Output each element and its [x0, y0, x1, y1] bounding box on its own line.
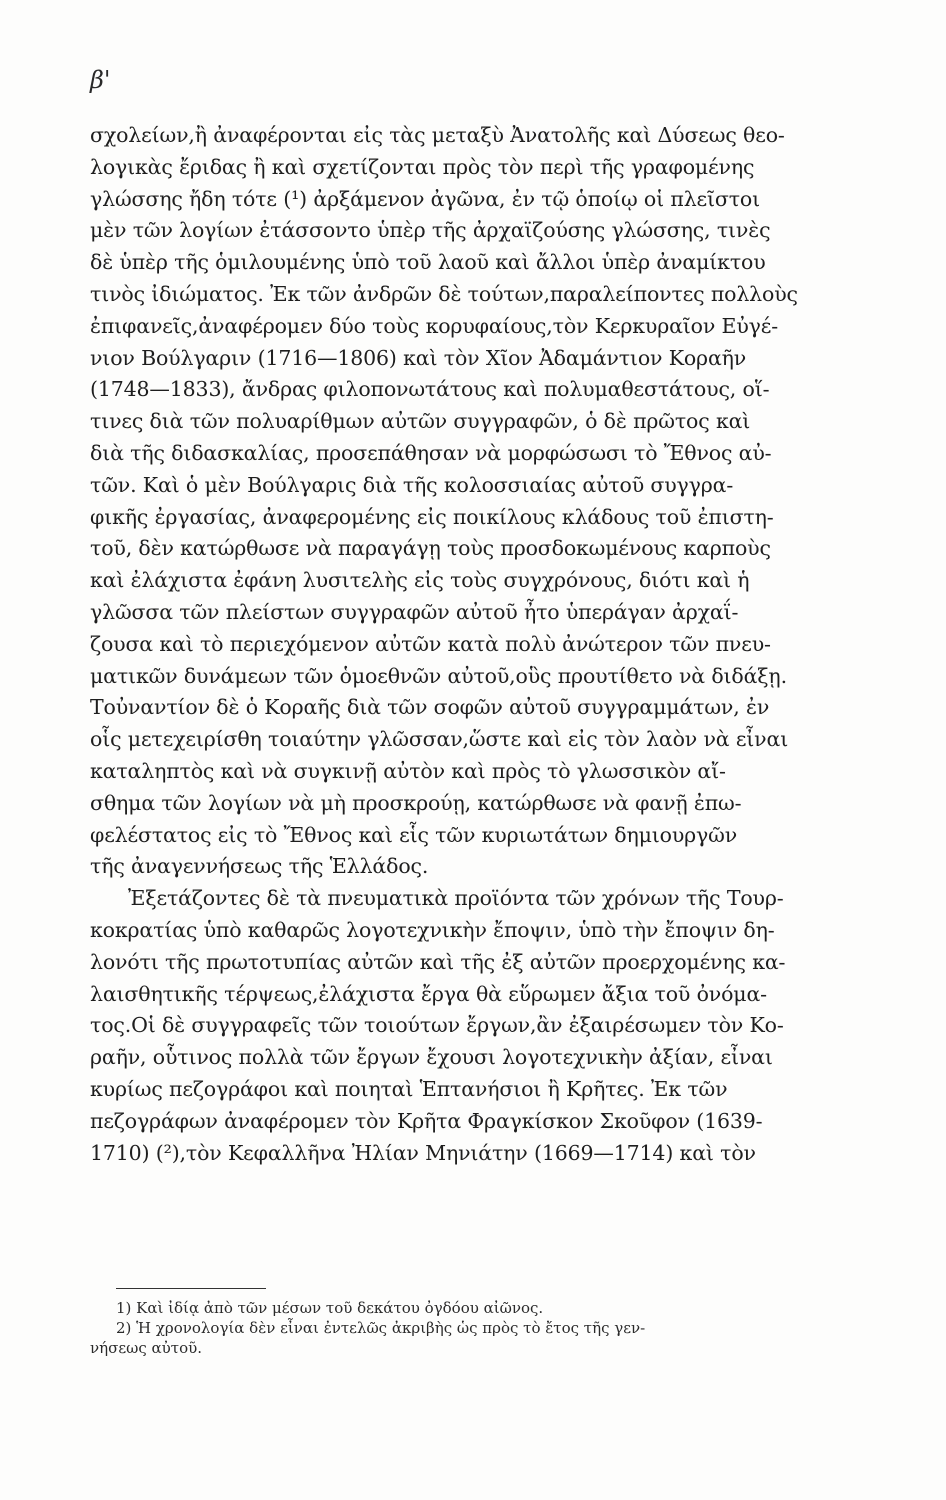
text-line: Τοὐναντίον δὲ ὁ Κοραῆς διὰ τῶν σοφῶν αὐτοῦ συγγραμμάτων, ἐν [90, 695, 770, 720]
text-line: μὲν τῶν λογίων ἐτάσσοντο ὑπὲρ τῆς ἀρχαϊζούσης γλώσσης, τινὲς [90, 218, 771, 243]
text-line: δὲ ὑπὲρ τῆς ὁμιλουμένης ὑπὸ τοῦ λαοῦ καὶ ἄλλοι ὑπὲρ ἀναμίκτου [90, 250, 766, 275]
text-line: ἐπιφανεῖς,ἀναφέρομεν δύο τοὺς κορυφαίους,τὸν Κερκυραῖον Εὐγέ- [90, 313, 779, 338]
text-line: λογικὰς ἔριδας ἢ καὶ σχετίζονται πρὸς τὸν περὶ τῆς γραφομένης [90, 154, 755, 179]
text-line: ραῆν, οὗτινος πολλὰ τῶν ἔργων ἔχουσι λογοτεχνικὴν ἀξίαν, εἶναι [90, 1045, 773, 1070]
text-line: πεζογράφων ἀναφέρομεν τὸν Κρῆτα Φραγκίσκον Σκοῦφον (1639- [90, 1108, 763, 1133]
text-line: (1748—1833), ἄνδρας φιλοπονωτάτους καὶ πολυμαθεστάτους, οἵ- [90, 377, 770, 402]
text-line: διὰ τῆς διδασκαλίας, προσεπάθησαν νὰ μορφώσωσι τὸ Ἔθνος αὐ- [90, 440, 772, 465]
footnote-2-continuation: νήσεως αὐτοῦ. [90, 1339, 202, 1357]
text-line: φικῆς ἐργασίας, ἀναφερομένης εἰς ποικίλους κλάδους τοῦ ἐπιστη- [90, 504, 774, 529]
text-line: λαισθητικῆς τέρψεως,ἐλάχιστα ἔργα θὰ εὕρωμεν ἄξια τοῦ ὀνόμα- [90, 981, 767, 1006]
text-line: σχολείων,ἢ ἀναφέρονται εἰς τὰς μεταξὺ Ἀνατολῆς καὶ Δύσεως θεο- [90, 123, 785, 147]
text-line: οἷς μετεχειρίσθη τοιαύτην γλῶσσαν,ὥστε καὶ εἰς τὸν λαὸν νὰ εἶναι [90, 727, 789, 752]
text-line: κυρίως πεζογράφοι καὶ ποιηταὶ Ἑπτανήσιοι ἢ Κρῆτες. Ἐκ τῶν [90, 1076, 728, 1101]
paragraph-start-line: Ἐξετάζοντες δὲ τὰ πνευματικὰ προϊόντα τῶν χρόνων τῆς Τουρ- [128, 886, 784, 911]
text-line: καὶ ἐλάχιστα ἐφάνη λυσιτελὴς εἰς τοὺς συγχρόνους, διότι καὶ ἡ [90, 568, 750, 593]
footnote-2: 2) Ἡ χρονολογία δὲν εἶναι ἐντελῶς ἀκριβὴς ὡς πρὸς τὸ ἔτος τῆς γεν- [116, 1319, 646, 1337]
text-line: τοῦ, δὲν κατώρθωσε νὰ παραγάγῃ τοὺς προσδοκωμένους καρποὺς [90, 536, 771, 561]
text-line: τῶν. Καὶ ὁ μὲν Βούλγαρις διὰ τῆς κολοσσιαίας αὐτοῦ συγγρα- [90, 472, 734, 497]
text-line: κοκρατίας ὑπὸ καθαρῶς λογοτεχνικὴν ἔποψιν, ὑπὸ τὴν ἔποψιν δη- [90, 917, 775, 942]
page-number: β' [90, 66, 111, 94]
footnote-divider [116, 1288, 266, 1289]
text-line: τινες διὰ τῶν πολυαρίθμων αὐτῶν συγγραφῶν, ὁ δὲ πρῶτος καὶ [90, 409, 751, 434]
text-line: τινὸς ἰδιώματος. Ἐκ τῶν ἀνδρῶν δὲ τούτων,παραλείποντες πολλοὺς [90, 281, 798, 306]
text-line: γλῶσσα τῶν πλείστων συγγραφῶν αὐτοῦ ἦτο ὑπεράγαν ἀρχαΐ- [90, 599, 739, 624]
text-line: καταληπτὸς καὶ νὰ συγκινῇ αὐτὸν καὶ πρὸς τὸ γλωσσικὸν αἴ- [90, 758, 726, 783]
text-line: νιον Βούλγαριν (1716—1806) καὶ τὸν Χῖον Ἀδαμάντιον Κοραῆν [90, 345, 747, 370]
text-line: ζουσα καὶ τὸ περιεχόμενον αὐτῶν κατὰ πολὺ ἀνώτερον τῶν πνευ- [90, 631, 771, 656]
text-line: τος.Οἱ δὲ συγγραφεῖς τῶν τοιούτων ἔργων,ἂν ἐξαιρέσωμεν τὸν Κο- [90, 1013, 784, 1038]
text-line: τῆς ἀναγεννήσεως τῆς Ἑλλάδος. [90, 854, 429, 879]
footnote-1: 1) Καὶ ἰδίᾳ ἀπὸ τῶν μέσων τοῦ δεκάτου ὀγδόου αἰῶνος. [116, 1299, 544, 1317]
text-line: λονότι τῆς πρωτοτυπίας αὐτῶν καὶ τῆς ἐξ αὐτῶν προερχομένης κα- [90, 949, 786, 974]
footnotes [90, 1298, 850, 1358]
text-line: φελέστατος εἰς τὸ Ἔθνος καὶ εἷς τῶν κυριωτάτων δημιουργῶν [90, 822, 738, 847]
body-text [90, 120, 850, 1169]
text-line: σθημα τῶν λογίων νὰ μὴ προσκρούῃ, κατώρθωσε νὰ φανῇ ἐπω- [90, 790, 742, 815]
text-line: ματικῶν δυνάμεων τῶν ὁμοεθνῶν αὐτοῦ,οὓς προυτίθετο νὰ διδάξῃ. [90, 663, 787, 688]
text-line: 1710) (²),τὸν Κεφαλλῆνα Ἠλίαν Μηνιάτην (1669—1714) καὶ τὸν [90, 1140, 756, 1165]
text-line: γλώσσης ἤδη τότε (¹) ἀρξάμενον ἀγῶνα, ἐν τῷ ὁποίῳ οἱ πλεῖστοι [90, 186, 761, 211]
